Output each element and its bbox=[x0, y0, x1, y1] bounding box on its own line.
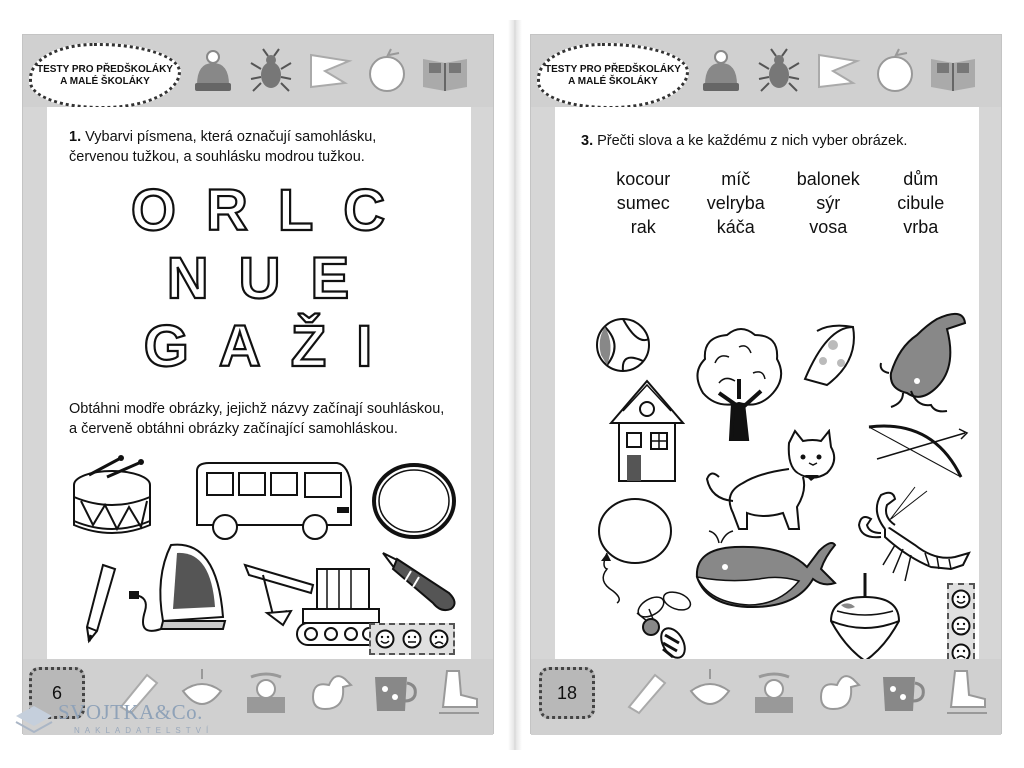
word-sumec[interactable]: sumec bbox=[616, 193, 670, 213]
scale-icon bbox=[241, 667, 291, 717]
bow-and-arrow-icon[interactable] bbox=[863, 419, 973, 495]
page-number-text: 18 bbox=[556, 682, 578, 703]
footer-strip bbox=[531, 659, 1001, 735]
open-book-icon bbox=[929, 47, 977, 95]
publisher-subtitle: NAKLADATELSTVÍ bbox=[74, 726, 214, 735]
word-syr[interactable]: sýr bbox=[816, 193, 841, 213]
spinning-top-icon[interactable] bbox=[825, 571, 905, 663]
word-kaca[interactable]: káča bbox=[716, 217, 755, 237]
page-number-text: 6 bbox=[51, 682, 62, 703]
scale-icon bbox=[749, 667, 799, 717]
word-velryba[interactable]: velryba bbox=[706, 193, 765, 213]
winter-hat-icon bbox=[697, 47, 745, 95]
footer-icons bbox=[621, 667, 991, 717]
task3-number: 3. bbox=[581, 133, 594, 149]
word-cibule[interactable]: cibule bbox=[897, 193, 945, 213]
ice-skate-icon bbox=[433, 667, 483, 717]
letter-l[interactable]: L bbox=[277, 178, 316, 243]
publisher-logo-icon bbox=[14, 702, 54, 734]
header-icons bbox=[189, 47, 469, 95]
letter-n[interactable]: N bbox=[166, 246, 211, 311]
task3-instruction bbox=[581, 131, 907, 151]
word-grid bbox=[597, 169, 967, 238]
letter-a[interactable]: A bbox=[218, 314, 263, 379]
word-vrba[interactable]: vrba bbox=[903, 217, 939, 237]
publisher-name: SVOJTKA&Co. bbox=[58, 700, 203, 724]
word-mic[interactable]: míč bbox=[721, 169, 751, 189]
beetle-icon bbox=[755, 47, 803, 95]
excavator-icon[interactable] bbox=[243, 555, 383, 651]
series-badge-line1: TESTY PRO PŘEDŠKOLÁKY bbox=[37, 64, 173, 75]
letter-g[interactable]: G bbox=[143, 314, 191, 379]
whale-icon[interactable] bbox=[689, 527, 839, 611]
book-spine bbox=[508, 20, 522, 750]
neutral-face-icon[interactable] bbox=[402, 629, 422, 649]
header-icons bbox=[697, 47, 977, 95]
right-page bbox=[530, 34, 1002, 734]
flag-icon bbox=[813, 47, 861, 95]
drum-icon[interactable] bbox=[67, 455, 157, 545]
mug-icon bbox=[369, 667, 419, 717]
letter-o[interactable]: O bbox=[130, 178, 178, 243]
pencil-icon[interactable] bbox=[75, 561, 125, 645]
happy-face-icon[interactable] bbox=[951, 589, 971, 609]
letter-r[interactable]: R bbox=[205, 178, 250, 243]
letter-c[interactable]: C bbox=[343, 178, 388, 243]
ball-icon[interactable] bbox=[593, 315, 653, 375]
open-book-icon bbox=[421, 47, 469, 95]
apple-icon bbox=[363, 47, 411, 95]
chalk-icon bbox=[621, 667, 671, 717]
letter-z-caron[interactable]: Ž bbox=[290, 314, 329, 379]
letter-i[interactable]: I bbox=[356, 314, 375, 379]
flag-icon bbox=[305, 47, 353, 95]
series-badge-line1: TESTY PRO PŘEDŠKOLÁKY bbox=[545, 64, 681, 75]
task2-line2: a červeně obtáhni obrázky začínající samohláskou. bbox=[69, 421, 398, 437]
wasp-icon[interactable] bbox=[627, 587, 707, 667]
hen-icon bbox=[305, 667, 355, 717]
sad-face-icon[interactable] bbox=[429, 629, 449, 649]
task1-line1: Vybarvi písmena, která označují samohlásku, bbox=[81, 129, 377, 145]
cat-icon[interactable] bbox=[703, 429, 843, 533]
happy-face-icon[interactable] bbox=[375, 629, 395, 649]
page-number bbox=[539, 667, 595, 719]
word-dum[interactable]: dům bbox=[903, 169, 939, 189]
beetle-icon bbox=[247, 47, 295, 95]
letter-row-2 bbox=[47, 245, 471, 312]
series-badge-line2: A MALÉ ŠKOLÁKY bbox=[568, 76, 658, 87]
ice-skate-icon bbox=[941, 667, 991, 717]
mug-icon bbox=[877, 667, 927, 717]
hen-icon bbox=[813, 667, 863, 717]
hoop-icon[interactable] bbox=[369, 459, 459, 543]
task1-line2: červenou tužkou, a souhlásku modrou tužkou. bbox=[69, 149, 365, 165]
letter-u[interactable]: U bbox=[238, 246, 283, 311]
letter-row-1 bbox=[47, 177, 471, 244]
word-kocour[interactable]: kocour bbox=[616, 169, 671, 189]
fountain-pen-icon[interactable] bbox=[377, 547, 467, 617]
publisher-watermark bbox=[14, 700, 214, 740]
apple-icon bbox=[871, 47, 919, 95]
task2-line1: Obtáhni modře obrázky, jejichž názvy začínají souhláskou, bbox=[69, 401, 445, 417]
task1-instruction bbox=[69, 127, 376, 167]
letter-e[interactable]: E bbox=[310, 246, 352, 311]
iron-icon[interactable] bbox=[127, 537, 237, 647]
word-vosa[interactable]: vosa bbox=[809, 217, 848, 237]
task1-number: 1. bbox=[69, 129, 82, 145]
house-icon[interactable] bbox=[607, 377, 685, 485]
worksheet-panel bbox=[47, 107, 471, 659]
task3-text: Přečti slova a ke každému z nich vyber obrázek. bbox=[593, 133, 908, 149]
cheese-icon[interactable] bbox=[797, 323, 861, 389]
word-rak[interactable]: rak bbox=[630, 217, 656, 237]
self-evaluation-box bbox=[947, 583, 975, 669]
spinning-top-icon bbox=[685, 667, 735, 717]
left-page bbox=[22, 34, 494, 734]
word-balonek[interactable]: balonek bbox=[796, 169, 860, 189]
winter-hat-icon bbox=[189, 47, 237, 95]
worksheet-panel bbox=[555, 107, 979, 659]
task2-instruction bbox=[69, 399, 444, 439]
series-badge-line2: A MALÉ ŠKOLÁKY bbox=[60, 76, 150, 87]
catfish-icon[interactable] bbox=[877, 307, 973, 417]
willow-tree-icon[interactable] bbox=[689, 323, 789, 443]
letter-row-3 bbox=[47, 313, 471, 380]
neutral-face-icon[interactable] bbox=[951, 616, 971, 636]
self-evaluation-box bbox=[369, 623, 455, 655]
bus-icon[interactable] bbox=[187, 457, 357, 547]
